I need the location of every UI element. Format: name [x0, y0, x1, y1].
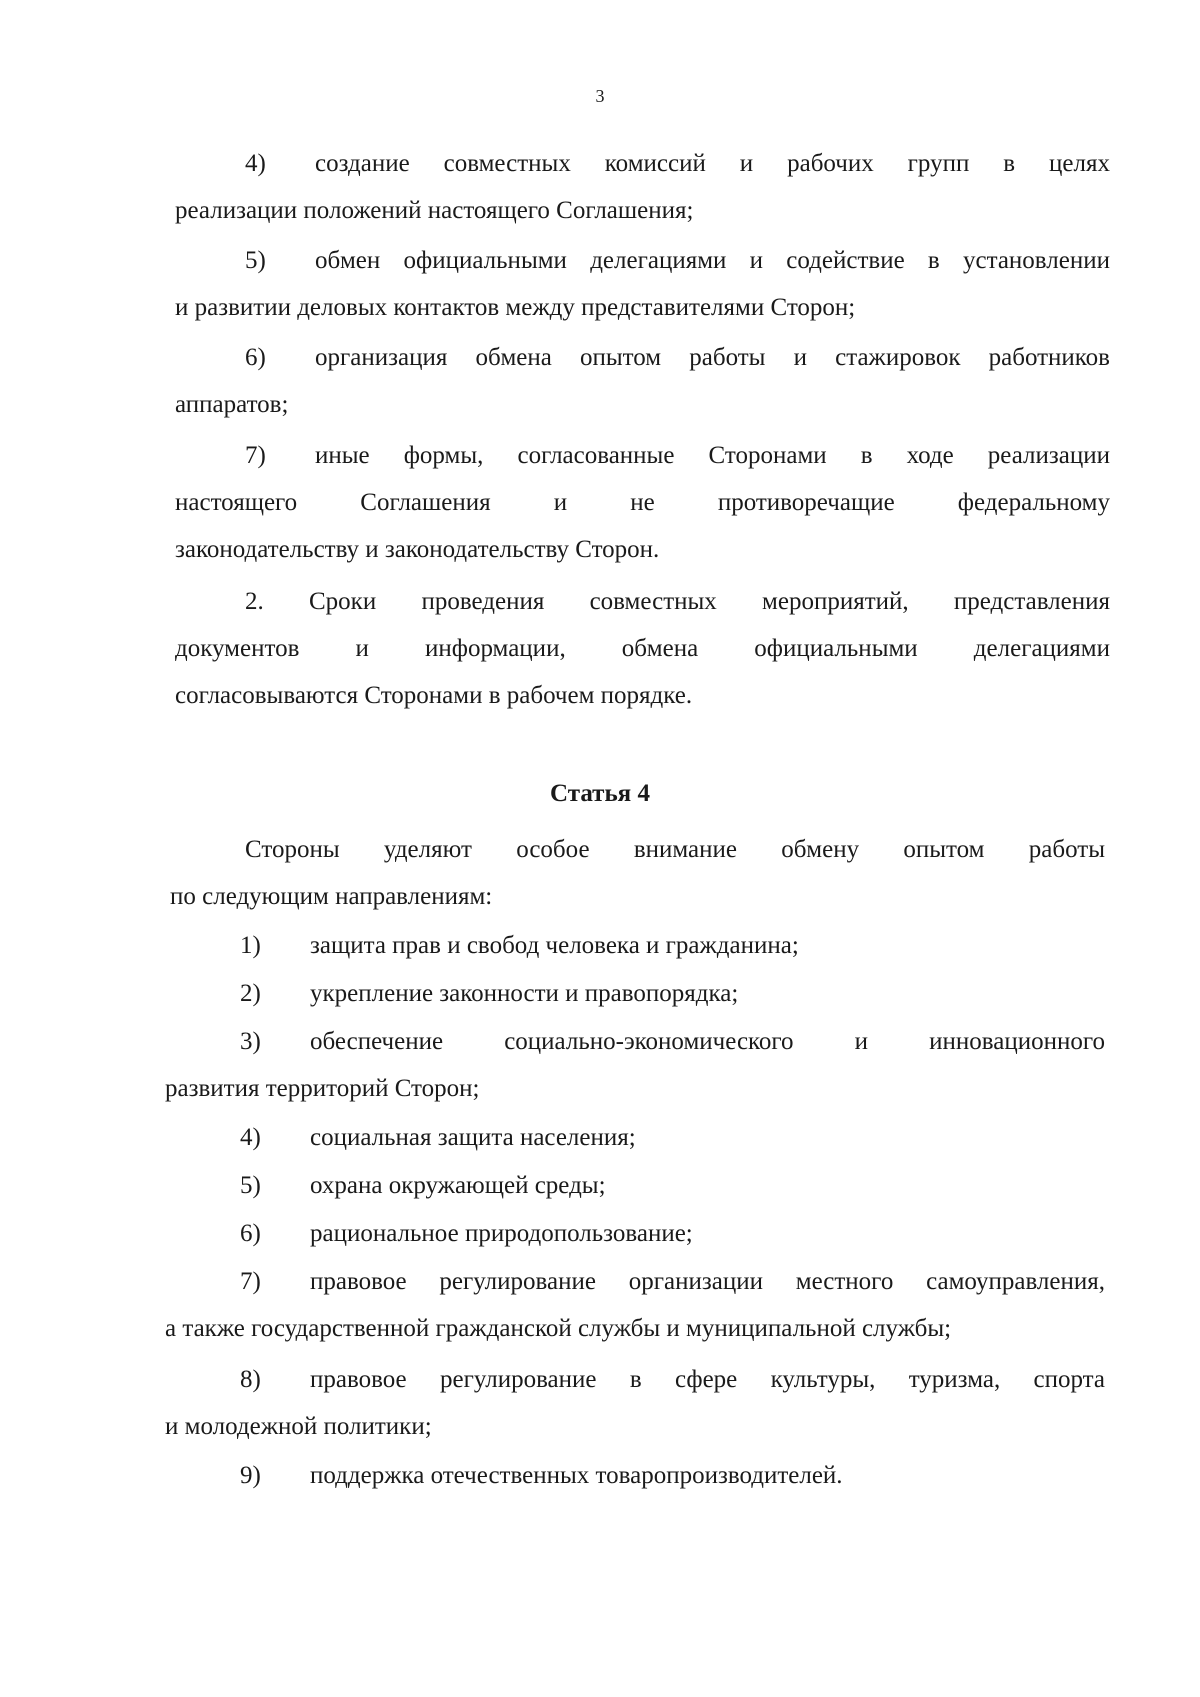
clause-2	[175, 578, 1110, 719]
item-text: социальная защита населения;	[310, 1124, 636, 1151]
list-item	[175, 140, 1110, 234]
list-item	[165, 1114, 1105, 1161]
item-number: 4)	[240, 1124, 261, 1151]
item-text: настоящего Соглашения и не противоречащие федеральному	[175, 489, 1110, 516]
item-text: укрепление законности и правопорядка;	[310, 980, 739, 1007]
item-number: 5)	[240, 1172, 261, 1199]
item-text: правовое регулирование организации местного самоуправления,	[310, 1268, 1105, 1295]
clause-text: документов и информации, обмена официальными делегациями	[175, 635, 1110, 662]
item-text: рациональное природопользование;	[310, 1220, 693, 1247]
list-item	[165, 1356, 1105, 1450]
list-item	[165, 1452, 1105, 1499]
list-item	[165, 922, 1105, 969]
item-number: 7)	[245, 442, 266, 469]
intro-text: по следующим направлениям:	[170, 883, 493, 910]
item-text: охрана окружающей среды;	[310, 1172, 606, 1199]
item-text: реализации положений настоящего Соглашения;	[175, 197, 694, 224]
list-item	[165, 970, 1105, 1017]
item-text: иные формы, согласованные Сторонами в ходе реализации	[315, 442, 1110, 469]
clause-text: согласовываются Сторонами в рабочем порядке.	[175, 682, 693, 709]
item-text: обеспечение социально-экономического и инновационного	[310, 1028, 1105, 1055]
item-number: 3)	[240, 1028, 261, 1055]
item-text: обмен официальными делегациями и содействие в установлении	[315, 247, 1110, 274]
item-number: 1)	[240, 932, 261, 959]
item-number: 2)	[240, 980, 261, 1007]
item-text: поддержка отечественных товаропроизводителей.	[310, 1462, 843, 1489]
clause-text: 2. Сроки проведения совместных мероприятий, представления	[245, 588, 1110, 615]
item-text: создание совместных комиссий и рабочих групп в целях	[315, 150, 1110, 177]
item-number: 4)	[245, 150, 266, 177]
item-text: правовое регулирование в сфере культуры, туризма, спорта	[310, 1366, 1105, 1393]
list-item	[165, 1018, 1105, 1112]
item-number: 5)	[245, 247, 266, 274]
item-text: и развитии деловых контактов между представителями Сторон;	[175, 294, 856, 321]
list-item	[175, 334, 1110, 428]
item-text: законодательству и законодательству Сторон.	[175, 536, 660, 563]
item-number: 8)	[240, 1366, 261, 1393]
list-item	[175, 237, 1110, 331]
item-text: защита прав и свобод человека и гражданина;	[310, 932, 799, 959]
list-item	[175, 432, 1110, 573]
list-item	[165, 1162, 1105, 1209]
page-number: 3	[595, 86, 605, 106]
article-intro	[170, 826, 1105, 920]
item-number: 6)	[240, 1220, 261, 1247]
item-text: развития территорий Сторон;	[165, 1075, 480, 1102]
list-item	[165, 1258, 1105, 1352]
list-item	[165, 1210, 1105, 1257]
intro-text: Стороны уделяют особое внимание обмену опытом работы	[245, 836, 1105, 863]
item-text: организация обмена опытом работы и стажировок работников	[315, 344, 1110, 371]
item-text: а также государственной гражданской службы и муниципальной службы;	[165, 1315, 952, 1342]
item-text: и молодежной политики;	[165, 1413, 432, 1440]
item-number: 9)	[240, 1462, 261, 1489]
item-number: 6)	[245, 344, 266, 371]
item-number: 7)	[240, 1268, 261, 1295]
article-heading: Статья 4	[550, 780, 650, 807]
item-text: аппаратов;	[175, 391, 289, 418]
